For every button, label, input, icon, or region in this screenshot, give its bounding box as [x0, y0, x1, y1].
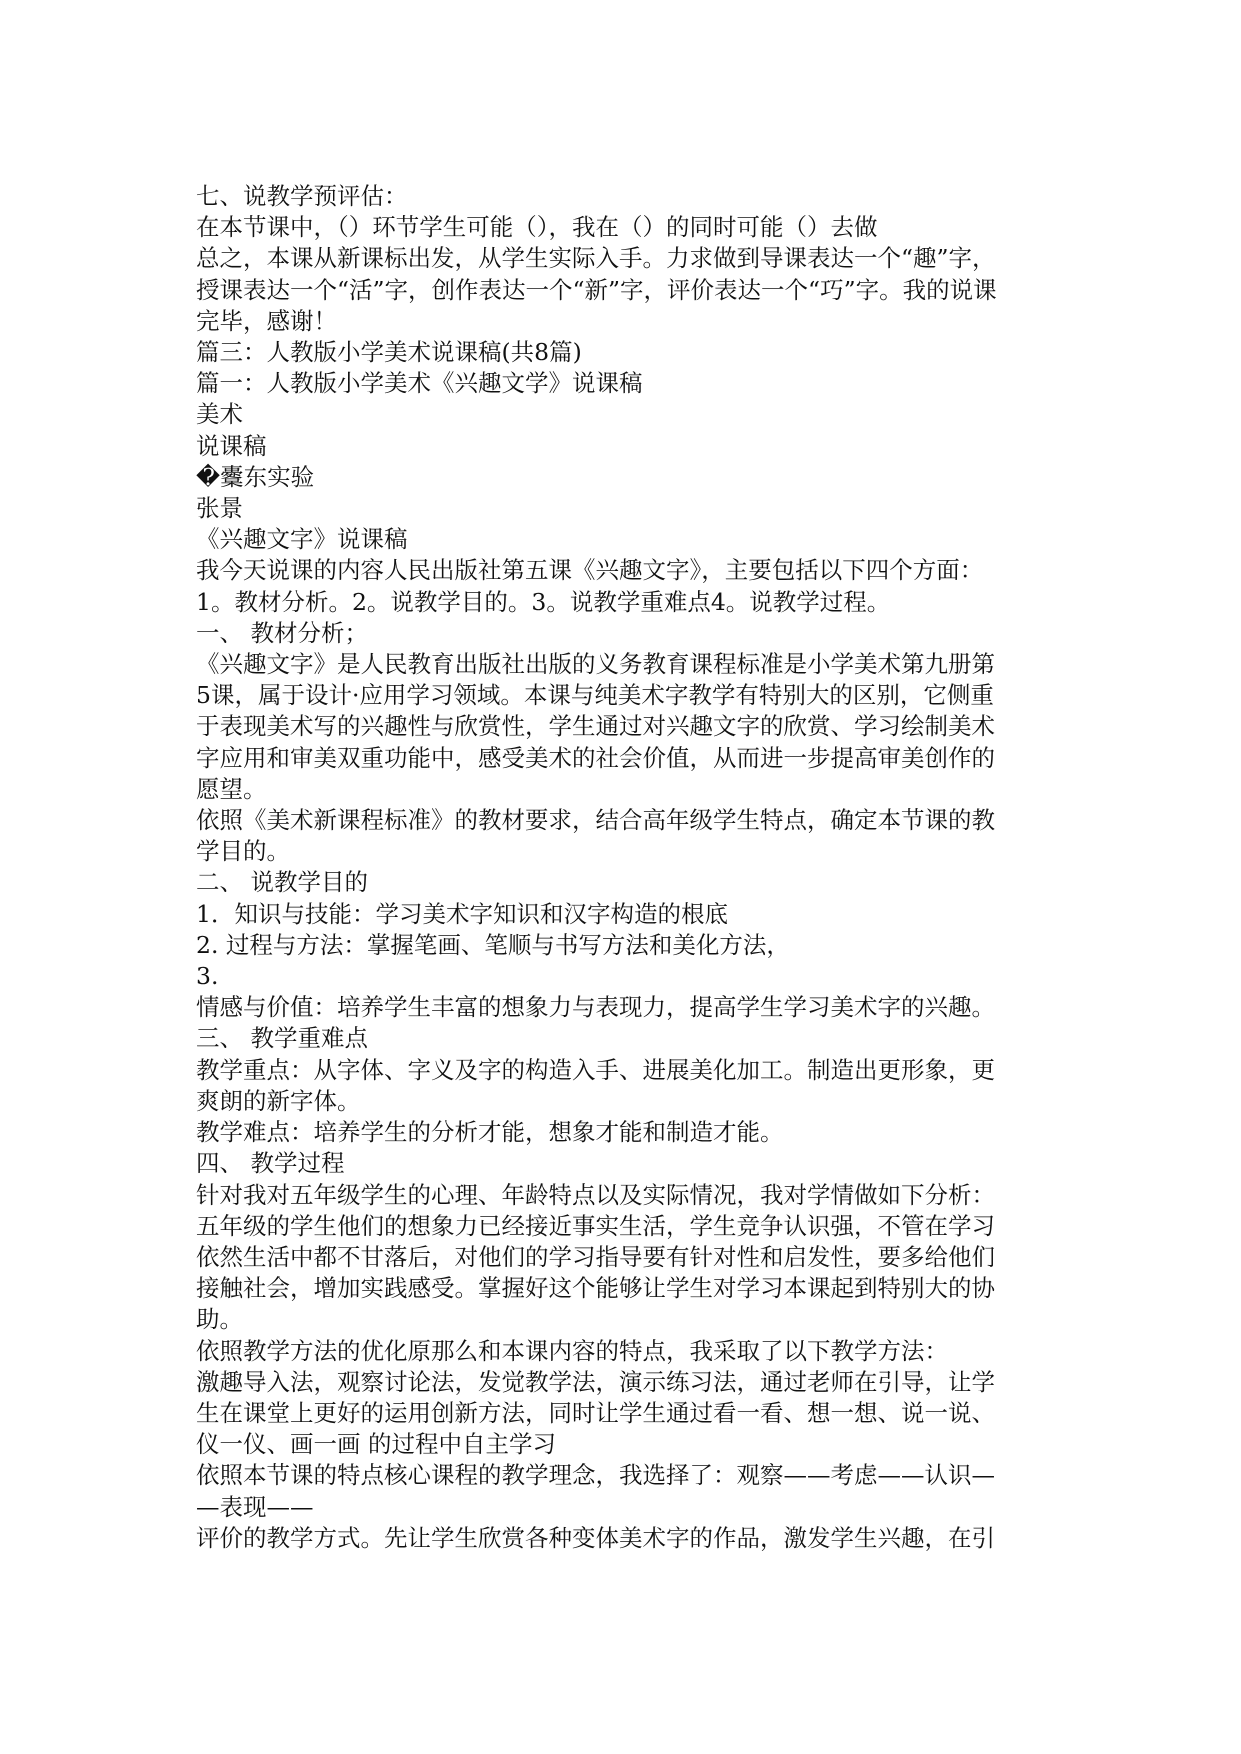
text-line: 张景 — [196, 494, 243, 523]
text-line: 评价的教学方式。先让学生欣赏各种变体美术字的作品，激发学生兴趣，在引 — [196, 1523, 995, 1552]
text-line: —表现—— — [196, 1492, 314, 1521]
text-line: 愿望。 — [196, 774, 267, 803]
text-line: 二、 说教学目的 — [196, 868, 368, 897]
text-line: 5课，属于设计·应用学习领域。本课与纯美术字教学有特别大的区别，它侧重 — [196, 681, 994, 710]
text-line: 我今天说课的内容人民出版社第五课《兴趣文字》，主要包括以下四个方面： — [196, 556, 984, 585]
text-line: 字应用和审美双重功能中，感受美术的社会价值，从而进一步提高审美创作的 — [196, 743, 995, 772]
text-line: 说课稿 — [196, 431, 267, 460]
text-line: 完毕，感谢！ — [196, 306, 337, 335]
text-line: 助。 — [196, 1305, 243, 1334]
text-line: 依然生活中都不甘落后，对他们的学习指导要有针对性和启发性，要多给他们 — [196, 1242, 995, 1271]
text-line: 教学重点：从字体、字义及字的构造入手、进展美化加工。制造出更形象，更 — [196, 1055, 995, 1084]
text-line: 激趣导入法，观察讨论法，发觉教学法，演示练习法，通过老师在引导，让学 — [196, 1367, 995, 1396]
text-line: 篇三：人教版小学美术说课稿(共8篇) — [196, 338, 582, 367]
text-line: 一、 教材分析； — [196, 618, 368, 647]
text-line: 依照《美术新课程标准》的教材要求，结合高年级学生特点，确定本节课的教 — [196, 806, 995, 835]
text-line: 1。教材分析。2。说教学目的。3。说教学重难点4。说教学过程。 — [196, 587, 891, 616]
text-line: 《兴趣文字》说课稿 — [196, 525, 408, 554]
text-line: 《兴趣文字》是人民教育出版社出版的义务教育课程标准是小学美术第九册第 — [196, 650, 995, 679]
text-line: 学目的。 — [196, 837, 290, 866]
text-line: 仪一仪、画一画 的过程中自主学习 — [196, 1430, 556, 1459]
text-line: 美术 — [196, 400, 243, 429]
text-line: 三、 教学重难点 — [196, 1024, 368, 1053]
text-line: 依照教学方法的优化原那么和本课内容的特点，我采取了以下教学方法： — [196, 1336, 948, 1365]
text-line: 篇一：人教版小学美术《兴趣文学》说课稿 — [196, 369, 643, 398]
document-page — [196, 181, 1056, 1554]
text-line: 生在课堂上更好的运用创新方法，同时让学生通过看一看、想一想、说一说、 — [196, 1398, 995, 1427]
text-line: 爽朗的新字体。 — [196, 1086, 361, 1115]
text-line: 七、说教学预评估： — [196, 182, 408, 210]
text-line: 四、 教学过程 — [196, 1149, 345, 1178]
text-line: 情感与价值：培养学生丰富的想象力与表现力，提高学生学习美术字的兴趣。 — [196, 993, 995, 1022]
text-line: 依照本节课的特点核心课程的教学理念，我选择了：观察——考虑——认识— — [196, 1461, 995, 1490]
text-line: 五年级的学生他们的想象力已经接近事实生活，学生竞争认识强，不管在学习 — [196, 1211, 995, 1240]
text-line: 接触社会，增加实践感受。掌握好这个能够让学生对学习本课起到特别大的协 — [196, 1274, 995, 1303]
text-line: 总之，本课从新课标出发，从学生实际入手。力求做到导课表达一个“趣”字， — [196, 244, 996, 273]
text-line: 2. 过程与方法：掌握笔画、笔顺与书写方法和美化方法， — [196, 930, 790, 959]
text-line: 于表现美术写的兴趣性与欣赏性，学生通过对兴趣文字的欣赏、学习绘制美术 — [196, 712, 995, 741]
text-line: 教学难点：培养学生的分析才能，想象才能和制造才能。 — [196, 1118, 784, 1147]
text-line: �櫜东实验 — [196, 462, 315, 491]
text-line: 1．知识与技能：学习美术字知识和汉字构造的根底 — [196, 899, 728, 928]
text-line: 授课表达一个“活”字，创作表达一个“新”字，评价表达一个“巧”字。我的说课 — [196, 275, 997, 304]
text-line: 在本节课中，（）环节学生可能（），我在（）的同时可能（）去做 — [196, 213, 878, 242]
text-line: 3. — [196, 962, 219, 991]
text-line: 针对我对五年级学生的心理、年龄特点以及实际情况，我对学情做如下分析： — [196, 1180, 995, 1209]
